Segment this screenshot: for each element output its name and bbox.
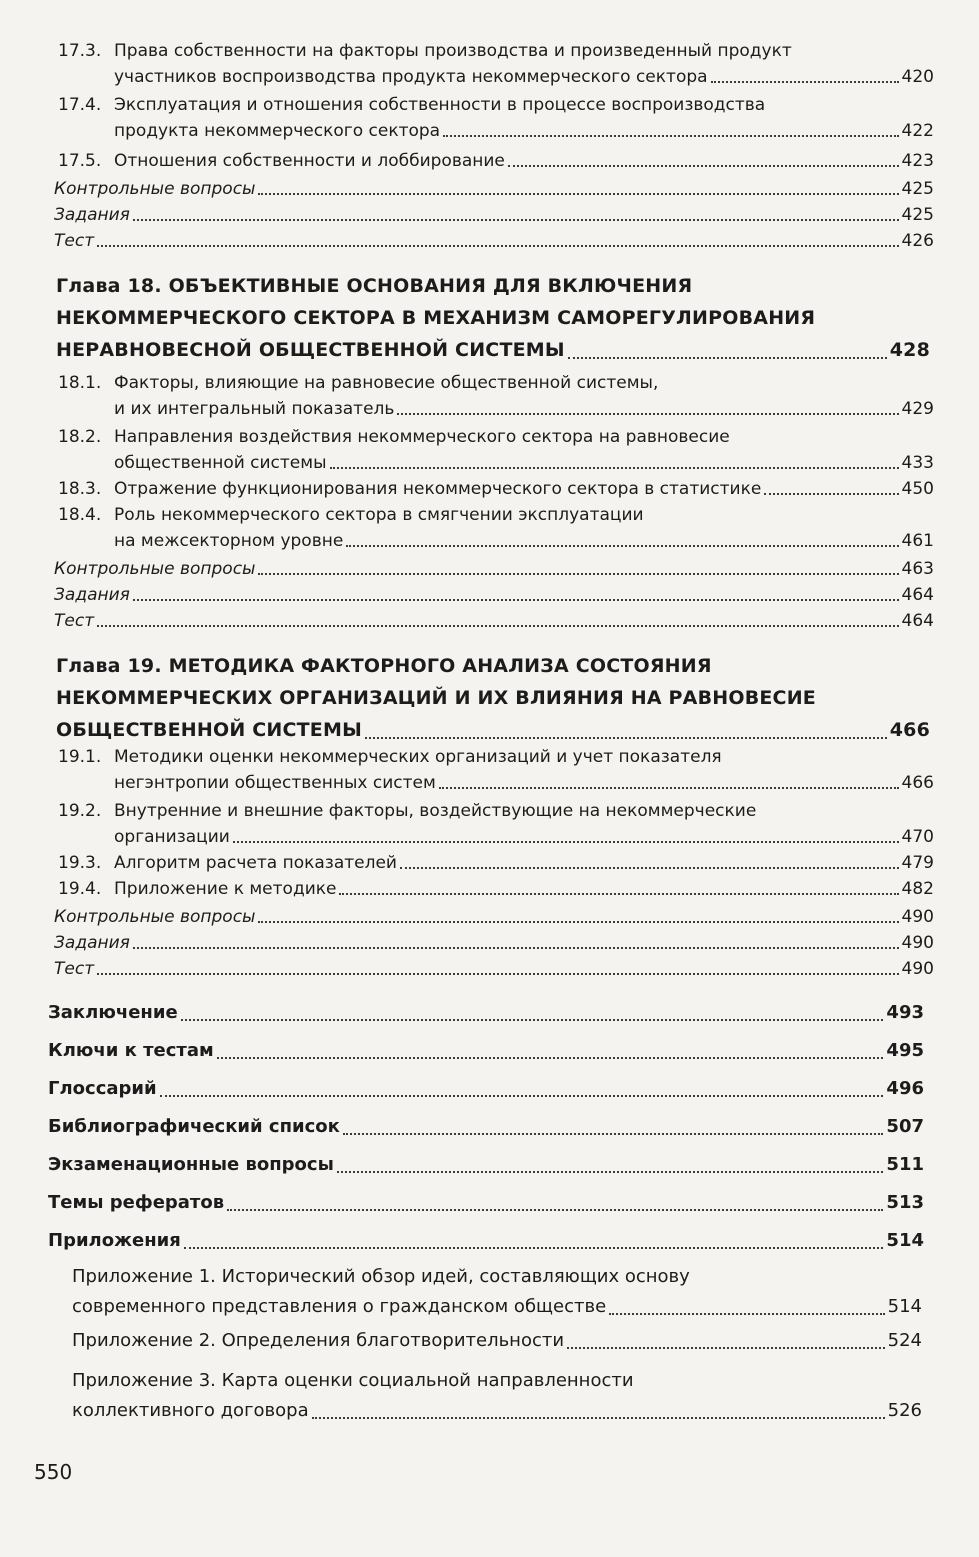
toc-entry-number: 18.3.: [58, 479, 102, 499]
toc-entry-title: Темы рефератов: [48, 1192, 225, 1213]
toc-entry-page: 511: [886, 1154, 924, 1175]
toc-entry-page: 513: [886, 1192, 924, 1213]
dot-leader: [181, 1018, 884, 1021]
toc-entry-number: 17.5.: [58, 151, 102, 171]
toc-entry-title: Тест: [54, 231, 95, 251]
toc-entry-page: 470: [901, 827, 934, 847]
toc-entry-page: 524: [887, 1330, 922, 1351]
toc-entry-page: 425: [901, 179, 934, 199]
toc-entry-title: Задания: [54, 585, 130, 605]
toc-entry-title: общественной системы: [114, 453, 327, 473]
dot-leader: [337, 1170, 884, 1173]
toc-entry-page: 493: [886, 1002, 924, 1023]
toc-entry-page: 514: [887, 1296, 922, 1317]
toc-entry-title: на межсекторном уровне: [114, 531, 344, 551]
dot-leader: [97, 972, 898, 975]
dot-leader: [133, 218, 899, 221]
dot-leader: [258, 192, 898, 195]
toc-entry-title: ОБЩЕСТВЕННОЙ СИСТЕМЫ: [56, 719, 362, 741]
toc-entry-title: Контрольные вопросы: [54, 179, 256, 199]
toc-entry-title: Заключение: [48, 1002, 178, 1023]
toc-entry-page: 464: [901, 585, 934, 605]
toc-entry-title: организации: [114, 827, 230, 847]
toc-entry-number: 18.2.: [58, 427, 102, 447]
toc-entry-title: продукта некоммерческого сектора: [114, 121, 441, 141]
toc-entry-title: Библиографический список: [48, 1116, 340, 1137]
toc-entry-title: Задания: [54, 205, 130, 225]
dot-leader: [339, 892, 898, 895]
toc-entry-page: 479: [901, 853, 934, 873]
dot-leader: [365, 736, 887, 739]
toc-entry-page: 526: [887, 1400, 922, 1421]
toc-entry-title: Приложение 3. Карта оценки социальной направленности: [72, 1370, 634, 1391]
toc-entry-title: Факторы, влияющие на равновесие общественной системы,: [114, 373, 659, 393]
toc-entry-title: коллективного договора: [72, 1400, 309, 1421]
toc-entry-title: Приложение к методике: [114, 879, 337, 899]
dot-leader: [508, 164, 899, 167]
toc-entry-title: Приложение 1. Исторический обзор идей, составляющих основу: [72, 1266, 690, 1287]
toc-entry-page: 482: [901, 879, 934, 899]
dot-leader: [160, 1094, 884, 1097]
toc-entry-title: участников воспроизводства продукта некоммерческого сектора: [114, 67, 708, 87]
toc-entry-title: Отношения собственности и лоббирование: [114, 151, 505, 171]
toc-entry-title: Глава 18. ОБЪЕКТИВНЫЕ ОСНОВАНИЯ ДЛЯ ВКЛЮЧЕНИЯ: [56, 275, 693, 297]
toc-entry-title: Отражение функционирования некоммерческого сектора в статистике: [114, 479, 762, 499]
toc-entry-page: 420: [901, 67, 934, 87]
dot-leader: [217, 1056, 884, 1059]
toc-entry-page: 423: [901, 151, 934, 171]
dot-leader: [346, 544, 898, 547]
dot-leader: [567, 1346, 885, 1349]
toc-entry-title: Тест: [54, 959, 95, 979]
dot-leader: [97, 624, 898, 627]
toc-entry-page: 450: [901, 479, 934, 499]
toc-entry-title: НЕРАВНОВЕСНОЙ ОБЩЕСТВЕННОЙ СИСТЕМЫ: [56, 339, 565, 361]
toc-entry-page: 514: [886, 1230, 924, 1251]
dot-leader: [443, 134, 898, 137]
dot-leader: [439, 786, 899, 789]
toc-entry-page: 428: [889, 339, 930, 361]
toc-entry-page: 490: [901, 959, 934, 979]
toc-entry-number: 17.4.: [58, 95, 102, 115]
toc-entry-number: 18.4.: [58, 505, 102, 525]
toc-entry-title: Эксплуатация и отношения собственности в процессе воспроизводства: [114, 95, 766, 115]
toc-entry-page: 464: [901, 611, 934, 631]
toc-entry-page: 466: [901, 773, 934, 793]
dot-leader: [343, 1132, 884, 1135]
toc-entry-title: негэнтропии общественных систем: [114, 773, 436, 793]
toc-entry-title: Внутренние и внешние факторы, воздействующие на некоммерческие: [114, 801, 757, 821]
toc-entry-page: 425: [901, 205, 934, 225]
toc-entry-page: 422: [901, 121, 934, 141]
toc-entry-title: современного представления о гражданском обществе: [72, 1296, 607, 1317]
toc-entry-number: 17.3.: [58, 41, 102, 61]
toc-entry-title: Контрольные вопросы: [54, 559, 256, 579]
toc-entry-page: 429: [901, 399, 934, 419]
toc-entry-page: 495: [886, 1040, 924, 1061]
toc-entry-title: Направления воздействия некоммерческого сектора на равновесие: [114, 427, 730, 447]
toc-entry-title: Глоссарий: [48, 1078, 157, 1099]
dot-leader: [397, 412, 898, 415]
dot-leader: [258, 572, 898, 575]
toc-entry-page: 490: [901, 933, 934, 953]
dot-leader: [133, 598, 899, 601]
toc-entry-page: 496: [886, 1078, 924, 1099]
toc-entry-title: НЕКОММЕРЧЕСКОГО СЕКТОРА В МЕХАНИЗМ САМОРЕГУЛИРОВАНИЯ: [56, 307, 816, 329]
dot-leader: [330, 466, 899, 469]
toc-entry-title: Тест: [54, 611, 95, 631]
dot-leader: [184, 1246, 884, 1249]
toc-entry-title: Приложение 2. Определения благотворительности: [72, 1330, 565, 1351]
dot-leader: [97, 244, 898, 247]
toc-entry-title: Роль некоммерческого сектора в смягчении эксплуатации: [114, 505, 644, 525]
toc-entry-title: Задания: [54, 933, 130, 953]
dot-leader: [227, 1208, 883, 1211]
dot-leader: [312, 1416, 885, 1419]
toc-entry-page: 490: [901, 907, 934, 927]
toc-entry-number: 19.1.: [58, 747, 102, 767]
dot-leader: [258, 920, 898, 923]
toc-entry-title: НЕКОММЕРЧЕСКИХ ОРГАНИЗАЦИЙ И ИХ ВЛИЯНИЯ НА РАВНОВЕСИЕ: [56, 687, 816, 709]
toc-entry-page: 507: [886, 1116, 924, 1137]
toc-entry-title: Контрольные вопросы: [54, 907, 256, 927]
toc-entry-page: 433: [901, 453, 934, 473]
dot-leader: [400, 866, 899, 869]
dot-leader: [609, 1312, 885, 1315]
dot-leader: [764, 492, 898, 495]
dot-leader: [133, 946, 899, 949]
toc-entry-page: 466: [889, 719, 930, 741]
toc-entry-title: Глава 19. МЕТОДИКА ФАКТОРНОГО АНАЛИЗА СОСТОЯНИЯ: [56, 655, 712, 677]
toc-entry-page: 463: [901, 559, 934, 579]
toc-entry-number: 19.4.: [58, 879, 102, 899]
page-number: 550: [34, 1460, 73, 1484]
toc-entry-title: Экзаменационные вопросы: [48, 1154, 334, 1175]
toc-entry-title: Права собственности на факторы производства и произведенный продукт: [114, 41, 792, 61]
toc-entry-number: 19.3.: [58, 853, 102, 873]
toc-entry-title: Приложения: [48, 1230, 181, 1251]
toc-entry-page: 426: [901, 231, 934, 251]
toc-entry-title: Ключи к тестам: [48, 1040, 214, 1061]
toc-entry-title: Методики оценки некоммерческих организаций и учет показателя: [114, 747, 722, 767]
toc-entry-page: 461: [901, 531, 934, 551]
toc-entry-title: Алгоритм расчета показателей: [114, 853, 397, 873]
dot-leader: [233, 840, 899, 843]
dot-leader: [711, 80, 899, 83]
toc-entry-title: и их интегральный показатель: [114, 399, 395, 419]
toc-entry-number: 19.2.: [58, 801, 102, 821]
toc-entry-number: 18.1.: [58, 373, 102, 393]
dot-leader: [568, 356, 887, 359]
